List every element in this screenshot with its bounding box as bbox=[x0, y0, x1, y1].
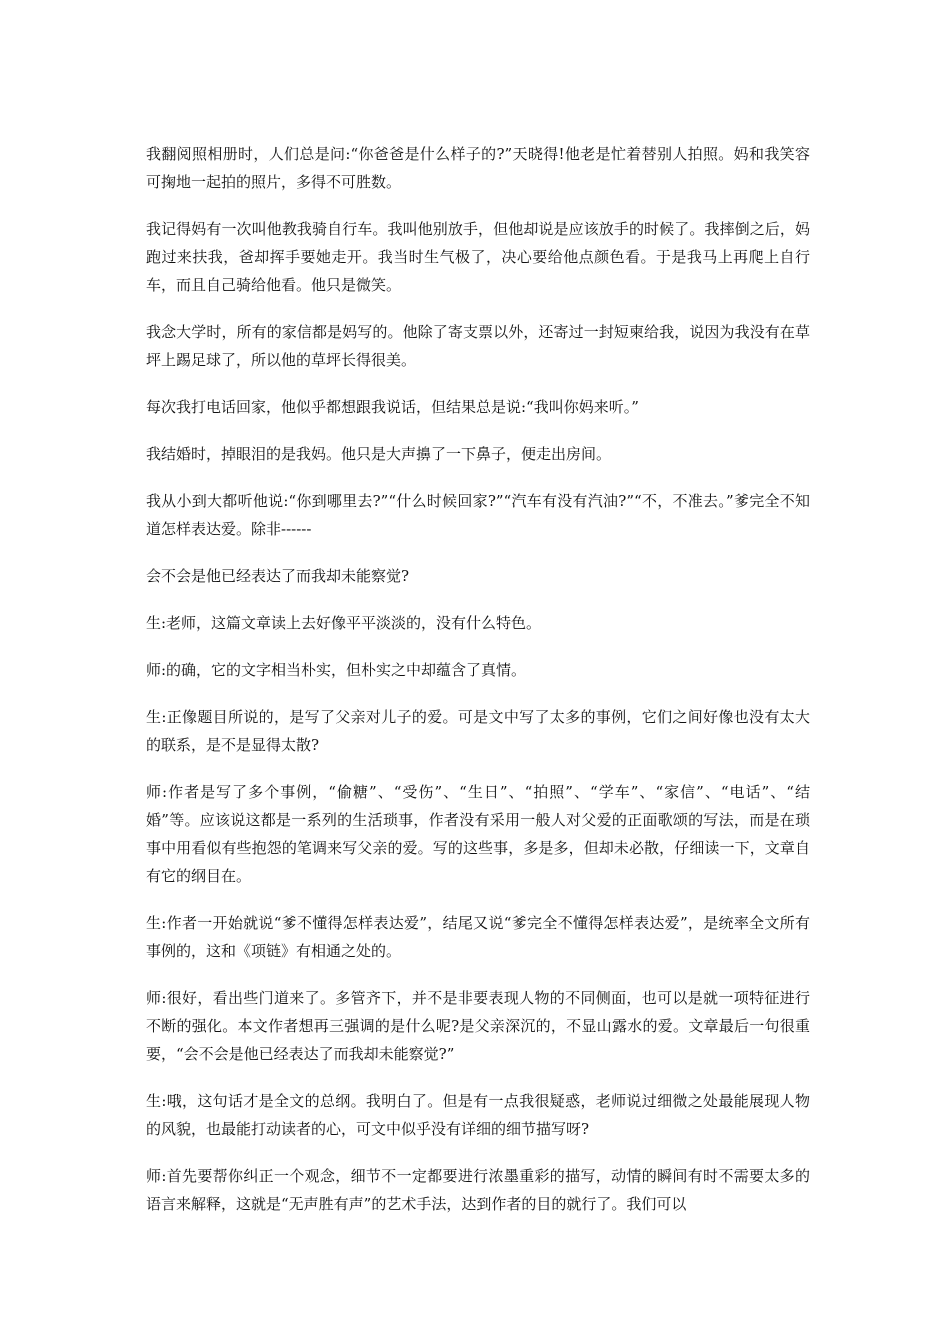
paragraph: 师:首先要帮你纠正一个观念，细节不一定都要进行浓墨重彩的描写，动情的瞬间有时不需要太多的语言来解释，这就是“无声胜有声”的艺术手法，达到作者的目的就行了。我们可以 bbox=[146, 1167, 810, 1213]
paragraph: 我从小到大都听他说:“你到哪里去?”“什么时候回家?”“汽车有没有汽油?”“不，不准去。”爹完全不知道怎样表达爱。除非------ bbox=[146, 492, 810, 538]
paragraph: 师:作者是写了多个事例，“偷糖”、“受伤”、“生日”、“拍照”、“学车”、“家信”、“电话”、“结婚”等。应该说这都是一系列的生活琐事，作者没有采用一般人对父爱的正面歌颂的写法，而是在琐事中用看似有些抱怨的笔调来写父亲的爱。写的这些事，多是多，但却未必散，仔细读一下，文章自有它的纲目在。 bbox=[146, 783, 810, 885]
paragraph: 生:哦，这句话才是全文的总纲。我明白了。但是有一点我很疑惑，老师说过细微之处最能展现人物的风貌，也最能打动读者的心，可文中似乎没有详细的细节描写呀? bbox=[146, 1092, 810, 1138]
paragraph: 生:作者一开始就说“爹不懂得怎样表达爱”，结尾又说“爹完全不懂得怎样表达爱”，是统率全文所有事例的，这和《项链》有相通之处的。 bbox=[146, 914, 810, 960]
paragraph: 生:正像题目所说的，是写了父亲对儿子的爱。可是文中写了太多的事例，它们之间好像也没有太大的联系，是不是显得太散? bbox=[146, 708, 810, 754]
document-body bbox=[146, 140, 810, 1237]
paragraph: 每次我打电话回家，他似乎都想跟我说话，但结果总是说:“我叫你妈来听。” bbox=[146, 398, 639, 416]
paragraph: 师:的确，它的文字相当朴实，但朴实之中却蕴含了真情。 bbox=[146, 661, 527, 679]
paragraph: 我结婚时，掉眼泪的是我妈。他只是大声擤了一下鼻子，便走出房间。 bbox=[146, 445, 612, 463]
paragraph: 我记得妈有一次叫他教我骑自行车。我叫他别放手，但他却说是应该放手的时候了。我摔倒之后，妈跑过来扶我，爸却挥手要她走开。我当时生气极了，决心要给他点颜色看。于是我马上再爬上自行车，而且自己骑给他看。他只是微笑。 bbox=[146, 220, 810, 294]
paragraph: 会不会是他已经表达了而我却未能察觉? bbox=[146, 567, 410, 585]
paragraph: 我念大学时，所有的家信都是妈写的。他除了寄支票以外，还寄过一封短柬给我，说因为我没有在草坪上踢足球了，所以他的草坪长得很美。 bbox=[146, 323, 810, 369]
paragraph: 生:老师，这篇文章读上去好像平平淡淡的，没有什么特色。 bbox=[146, 614, 542, 632]
paragraph: 师:很好，看出些门道来了。多管齐下，并不是非要表现人物的不同侧面，也可以是就一项特征进行不断的强化。本文作者想再三强调的是什么呢?是父亲深沉的，不显山露水的爱。文章最后一句很重要，“会不会是他已经表达了而我却未能察觉?” bbox=[146, 989, 810, 1063]
paragraph: 我翻阅照相册时，人们总是问:“你爸爸是什么样子的?”天晓得!他老是忙着替别人拍照。妈和我笑容可掬地一起拍的照片，多得不可胜数。 bbox=[146, 145, 810, 191]
